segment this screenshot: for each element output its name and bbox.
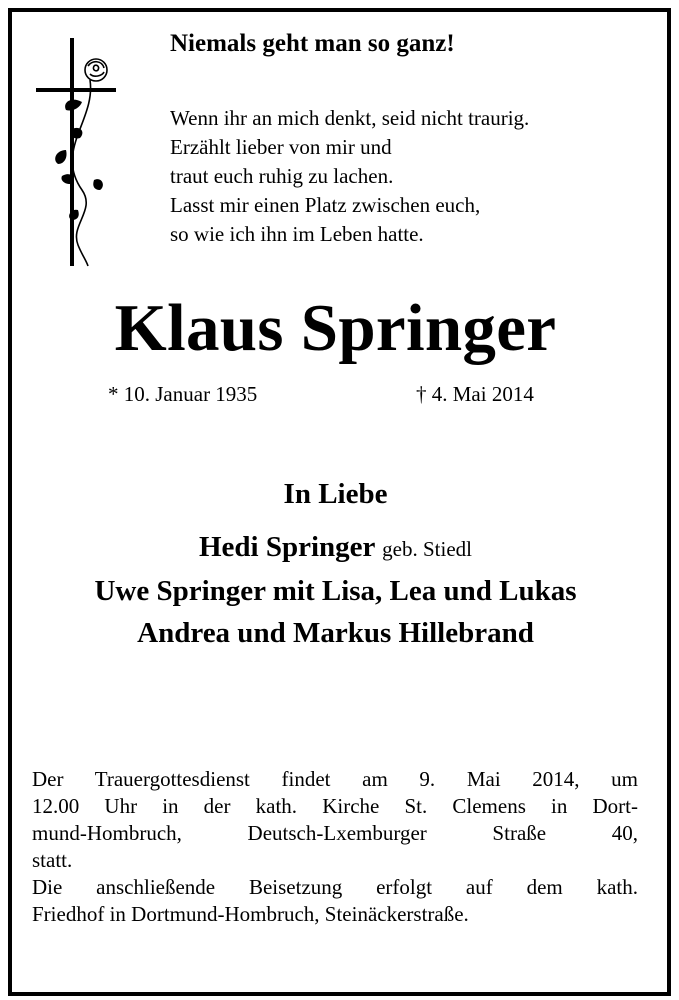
poem-line: so wie ich ihn im Leben hatte. [170, 222, 424, 246]
headline: Niemals geht man so ganz! [170, 30, 455, 57]
poem-line: Erzählt lieber von mir und [170, 135, 392, 159]
mourner-line: Uwe Springer mit Lisa, Lea und Lukas [94, 575, 577, 607]
birth-date: * 10. Januar 1935 [108, 382, 258, 406]
mourners-block [0, 474, 671, 654]
poem-line: traut euch ruhig zu lachen. [170, 164, 394, 188]
mourner-line: Andrea und Markus Hillebrand [137, 617, 534, 649]
service-line: Der Trauergottesdienst findet am 9. Mai 2014, um [32, 767, 638, 791]
death-date: † 4. Mai 2014 [416, 382, 534, 406]
maiden-name-note: geb. Stiedl [382, 537, 472, 561]
service-info [32, 766, 638, 928]
poem [170, 104, 529, 249]
cross-with-rose-icon [26, 30, 116, 270]
in-love-heading: In Liebe [283, 478, 388, 510]
mourner-line [0, 526, 671, 570]
service-line: Die anschließende Beisetzung erfolgt auf dem kath. [32, 875, 638, 899]
service-line: statt. [32, 848, 73, 872]
mourner-name: Hedi Springer [199, 531, 375, 563]
deceased-name: Klaus Springer [114, 291, 557, 365]
service-line: mund-Hombruch, Deutsch-Lxemburger Straße 40, [32, 821, 638, 845]
service-line: 12.00 Uhr in der kath. Kirche St. Clemens in Dort- [32, 794, 638, 818]
service-line: Friedhof in Dortmund-Hombruch, Steinäckerstraße. [32, 902, 469, 926]
poem-line: Wenn ihr an mich denkt, seid nicht traurig. [170, 106, 530, 130]
poem-line: Lasst mir einen Platz zwischen euch, [170, 193, 481, 217]
